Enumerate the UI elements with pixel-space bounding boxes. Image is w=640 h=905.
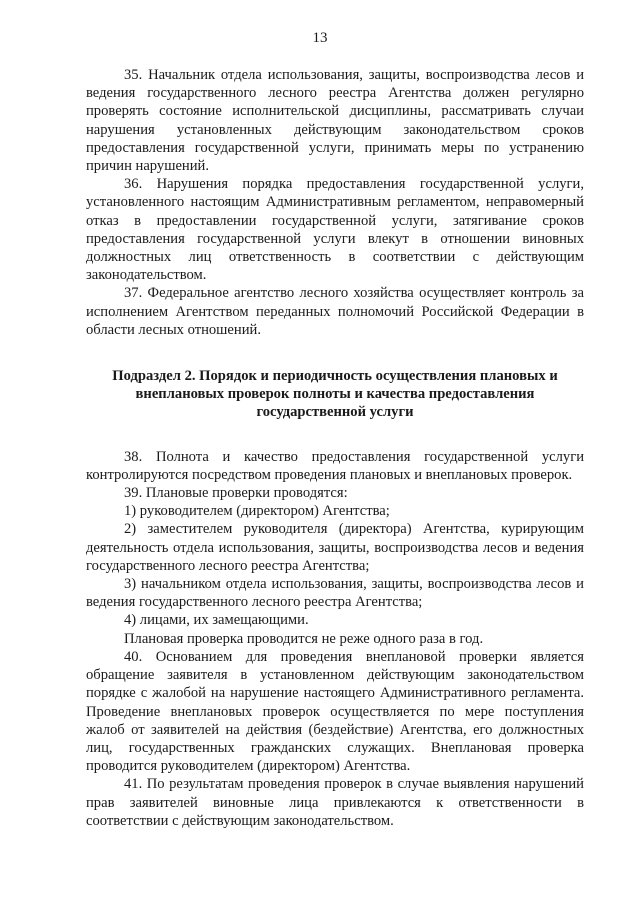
paragraph-36: 36. Нарушения порядка предоставления государственной услуги, установленного настоящим Административным регламентом, неправомерный отказ в предоставлении государственной услуги, затягивание сроков предоставления государственной услуги влекут в отношении виновных должностных лиц ответственность в соответствии с действующим законодательством. bbox=[86, 176, 584, 284]
paragraph-38: 38. Полнота и качество предоставления государственной услуги контролируются посредством проведения плановых и внеплановых проверок. bbox=[86, 448, 584, 483]
list-item-3: 3) начальником отдела использования, защиты, воспроизводства лесов и ведения государственного лесного реестра Агентства; bbox=[86, 576, 584, 611]
paragraph-41: 41. По результатам проведения проверок в случае выявления нарушений прав заявителей виновные лица привлекаются к ответственности в соответствии с действующим законодательством. bbox=[86, 776, 584, 829]
paragraph-40: 40. Основанием для проведения внеплановой проверки является обращение заявителя в установленном действующим законодательством порядке с жалобой на нарушение настоящего Административного регламента. Проведение внеплановых проверок осуществляется по мере поступления жалоб от заявителей на действия (бездействие) Агентства, его должностных лиц, государственных гражданских служащих. Внеплановая проверка проводится руководителем (директором) Агентства. bbox=[86, 648, 584, 775]
list-item-4: 4) лицами, их замещающими. bbox=[124, 612, 309, 629]
paragraph-39: 39. Плановые проверки проводятся: bbox=[124, 485, 348, 502]
paragraph-37: 37. Федеральное агентство лесного хозяйства осуществляет контроль за исполнением Агентством переданных полномочий Российской Федерации в области лесных отношений. bbox=[86, 285, 584, 338]
list-item-2: 2) заместителем руководителя (директора) Агентства, курирующим деятельность отдела использования, защиты, воспроизводства лесов и ведения государственного лесного реестра Агентства; bbox=[86, 521, 584, 574]
page-number: 13 bbox=[312, 30, 328, 46]
paragraph-35: 35. Начальник отдела использования, защиты, воспроизводства лесов и ведения государственного лесного реестра Агентства должен регулярно проверять состояние исполнительской дисциплины, рассматривать случаи нарушения установленных действующим законодательством сроков предоставления государственной услуги, принимать меры по устранению причин нарушений. bbox=[86, 67, 584, 175]
section-heading: Подраздел 2. Порядок и периодичность осуществления плановых и внеплановых проверок полноты и качества предоставления государственной услуги bbox=[112, 368, 558, 421]
planned-check-frequency: Плановая проверка проводится не реже одного раза в год. bbox=[124, 630, 484, 647]
page-content bbox=[86, 66, 584, 830]
list-item-1: 1) руководителем (директором) Агентства; bbox=[124, 503, 390, 520]
